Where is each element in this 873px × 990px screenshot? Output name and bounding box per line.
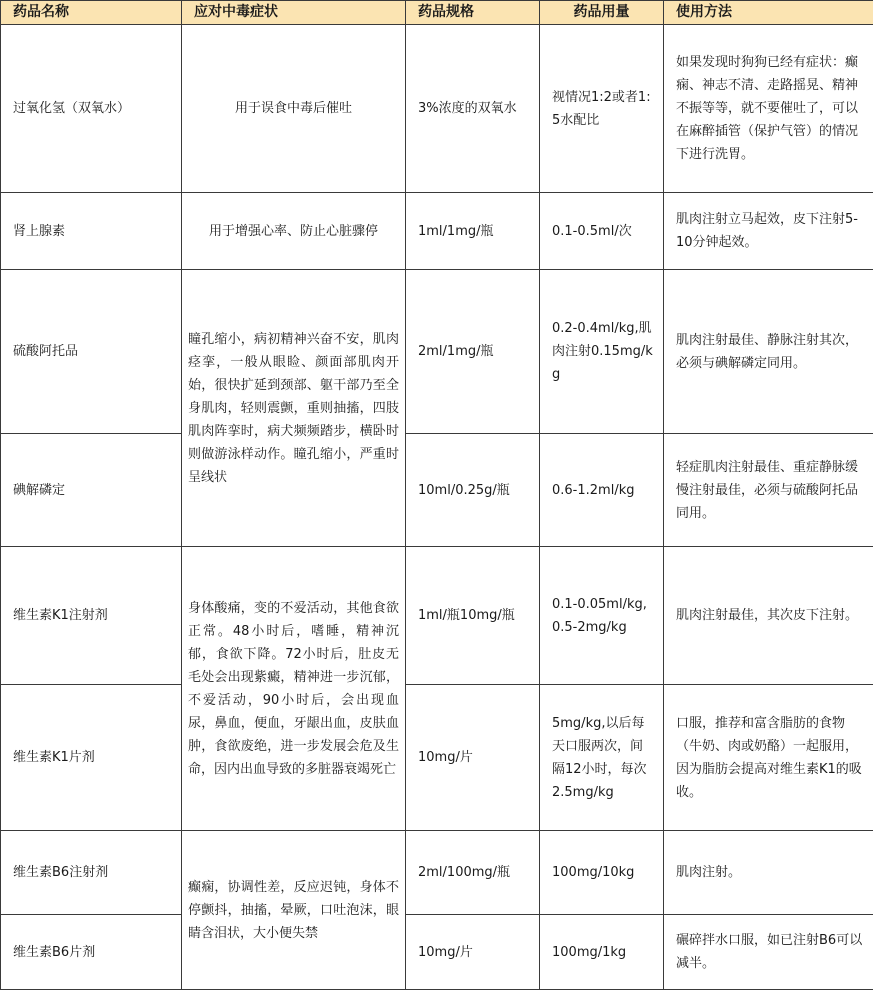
dose-cell: 100mg/1kg (540, 915, 664, 990)
usage-cell: 肌肉注射立马起效，皮下注射5-10分钟起效。 (664, 193, 873, 270)
dose-cell: 0.2-0.4ml/kg,肌肉注射0.15mg/kg (540, 270, 664, 434)
usage-cell: 肌肉注射。 (664, 831, 873, 915)
drug-name: 硫酸阿托品 (1, 270, 182, 434)
spec-cell: 2ml/100mg/瓶 (406, 831, 540, 915)
drug-name: 过氧化氢（双氧水） (1, 25, 182, 193)
dose-cell: 100mg/10kg (540, 831, 664, 915)
spec-cell: 1ml/1mg/瓶 (406, 193, 540, 270)
usage-cell: 肌肉注射最佳、静脉注射其次，必须与碘解磷定同用。 (664, 270, 873, 434)
table-row (1, 547, 873, 685)
usage-cell: 肌肉注射最佳，其次皮下注射。 (664, 547, 873, 685)
table-row (1, 434, 873, 547)
spec-cell: 3%浓度的双氧水 (406, 25, 540, 193)
dose-cell: 0.6-1.2ml/kg (540, 434, 664, 547)
drug-name: 维生素K1片剂 (1, 685, 182, 831)
table-row (1, 915, 873, 990)
drug-name: 肾上腺素 (1, 193, 182, 270)
spec-cell: 1ml/瓶10mg/瓶 (406, 547, 540, 685)
symptom-cell: 身体酸痛，变的不爱活动，其他食欲正常。48小时后，嗜睡，精神沉郁，食欲下降。72小时后，肚皮无毛处会出现紫癜，精神进一步沉郁，不爱活动，90小时后，会出现血尿，鼻血，便血，牙龈出血，皮肤血肿，食欲废绝，进一步发展会危及生命，因内出血导致的多脏器衰竭死亡 (182, 547, 406, 831)
dose-cell: 视情况1:2或者1:5水配比 (540, 25, 664, 193)
symptom-cell: 用于增强心率、防止心脏骤停 (182, 193, 406, 270)
table-row (1, 685, 873, 831)
dose-cell: 0.1-0.05ml/kg,0.5-2mg/kg (540, 547, 664, 685)
table-row (1, 193, 873, 270)
spec-cell: 10ml/0.25g/瓶 (406, 434, 540, 547)
usage-cell: 碾碎拌水口服，如已注射B6可以减半。 (664, 915, 873, 990)
symptom-cell: 瞳孔缩小，病初精神兴奋不安，肌肉痉挛，一般从眼睑、颜面部肌肉开始，很快扩延到颈部、躯干部乃至全身肌肉，轻则震颤，重则抽搐，四肢肌肉阵挛时，病犬频频踏步，横卧时则做游泳样动作。瞳孔缩小，严重时呈线状 (182, 270, 406, 547)
usage-cell: 轻症肌肉注射最佳、重症静脉缓慢注射最佳，必须与硫酸阿托品同用。 (664, 434, 873, 547)
spec-cell: 2ml/1mg/瓶 (406, 270, 540, 434)
symptom-cell: 用于误食中毒后催吐 (182, 25, 406, 193)
header-symptom: 应对中毒症状 (182, 1, 406, 25)
usage-cell: 口服，推荐和富含脂肪的食物（牛奶、肉或奶酪）一起服用，因为脂肪会提高对维生素K1的吸收。 (664, 685, 873, 831)
table-row (1, 270, 873, 434)
drug-name: 维生素B6注射剂 (1, 831, 182, 915)
table-row (1, 831, 873, 915)
drug-name: 维生素K1注射剂 (1, 547, 182, 685)
dose-cell: 0.1-0.5ml/次 (540, 193, 664, 270)
dose-cell: 5mg/kg,以后每天口服两次，间隔12小时，每次2.5mg/kg (540, 685, 664, 831)
spec-cell: 10mg/片 (406, 915, 540, 990)
drug-name: 维生素B6片剂 (1, 915, 182, 990)
header-drug-name: 药品名称 (1, 1, 182, 25)
drug-name: 碘解磷定 (1, 434, 182, 547)
header-row (1, 1, 873, 25)
header-usage: 使用方法 (664, 1, 873, 25)
spec-cell: 10mg/片 (406, 685, 540, 831)
symptom-cell: 癫痫，协调性差，反应迟钝，身体不停颤抖，抽搐，晕厥，口吐泡沫，眼睛含泪状，大小便失禁 (182, 831, 406, 990)
header-spec: 药品规格 (406, 1, 540, 25)
table-row (1, 25, 873, 193)
header-dose: 药品用量 (540, 1, 664, 25)
usage-cell: 如果发现时狗狗已经有症状：癫痫、神志不清、走路摇晃、精神不振等等，就不要催吐了，可以在麻醉插管（保护气管）的情况下进行洗胃。 (664, 25, 873, 193)
